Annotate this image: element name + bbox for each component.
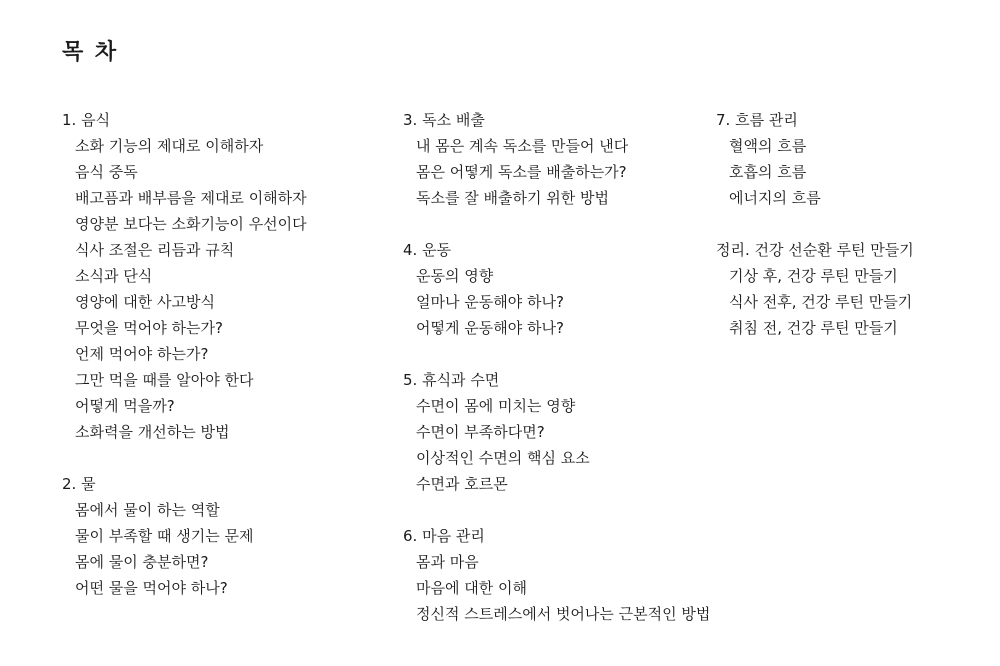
toc-section-rest-sleep	[403, 367, 710, 497]
toc-item: 에너지의 흐름	[729, 189, 821, 207]
section-items	[716, 133, 914, 211]
toc-item: 영양분 보다는 소화기능이 우선이다	[75, 215, 307, 233]
toc-item: 이상적인 수면의 핵심 요소	[416, 449, 590, 467]
section-items	[62, 497, 307, 601]
section-title: 2. 물	[62, 475, 96, 493]
toc-item: 소화 기능의 제대로 이해하자	[75, 137, 264, 155]
toc-section-flow	[716, 107, 914, 211]
toc-item: 운동의 영향	[416, 267, 494, 285]
section-items	[403, 549, 710, 627]
toc-item: 소식과 단식	[75, 267, 153, 285]
section-items	[716, 263, 914, 341]
toc-item: 혈액의 흐름	[729, 137, 807, 155]
toc-item: 물이 부족할 때 생기는 문제	[75, 527, 254, 545]
toc-column-2	[403, 107, 710, 653]
toc-section-detox	[403, 107, 710, 211]
toc-item: 독소를 잘 배출하기 위한 방법	[416, 189, 609, 207]
toc-item: 마음에 대한 이해	[416, 579, 527, 597]
toc-item: 배고픔과 배부름을 제대로 이해하자	[75, 189, 307, 207]
section-items	[62, 133, 307, 445]
toc-item: 그만 먹을 때를 알아야 한다	[75, 371, 254, 389]
section-items	[403, 133, 710, 211]
toc-item: 영양에 대한 사고방식	[75, 293, 215, 311]
section-items	[403, 393, 710, 497]
toc-item: 무엇을 먹어야 하는가?	[75, 319, 223, 337]
section-title: 4. 운동	[403, 241, 452, 259]
toc-section-exercise	[403, 237, 710, 341]
section-title: 1. 음식	[62, 111, 111, 129]
toc-item: 몸에서 물이 하는 역할	[75, 501, 220, 519]
toc-section-mind	[403, 523, 710, 627]
toc-title: 목 차	[62, 40, 119, 65]
section-title: 5. 휴식과 수면	[403, 371, 500, 389]
toc-item: 어떻게 먹을까?	[75, 397, 175, 415]
toc-item: 소화력을 개선하는 방법	[75, 423, 230, 441]
toc-item: 어떻게 운동해야 하나?	[416, 319, 564, 337]
toc-item: 취침 전, 건강 루틴 만들기	[729, 319, 898, 337]
toc-item: 호흡의 흐름	[729, 163, 807, 181]
toc-item: 몸은 어떻게 독소를 배출하는가?	[416, 163, 627, 181]
toc-item: 얼마나 운동해야 하나?	[416, 293, 564, 311]
toc-section-summary	[716, 237, 914, 341]
toc-item: 내 몸은 계속 독소를 만들어 낸다	[416, 137, 629, 155]
section-title: 7. 흐름 관리	[716, 111, 798, 129]
toc-item: 수면이 몸에 미치는 영향	[416, 397, 576, 415]
section-items	[403, 263, 710, 341]
section-title: 정리. 건강 선순환 루틴 만들기	[716, 241, 914, 259]
toc-item: 정신적 스트레스에서 벗어나는 근본적인 방법	[416, 605, 711, 623]
toc-item: 언제 먹어야 하는가?	[75, 345, 209, 363]
toc-section-water	[62, 471, 307, 601]
toc-column-1	[62, 107, 307, 627]
toc-item: 수면이 부족하다면?	[416, 423, 545, 441]
toc-item: 음식 중독	[75, 163, 138, 181]
toc-section-food	[62, 107, 307, 445]
toc-item: 식사 조절은 리듬과 규칙	[75, 241, 235, 259]
toc-item: 어떤 물을 먹어야 하나?	[75, 579, 228, 597]
toc-item: 식사 전후, 건강 루틴 만들기	[729, 293, 913, 311]
toc-item: 수면과 호르몬	[416, 475, 508, 493]
section-title: 3. 독소 배출	[403, 111, 485, 129]
toc-item: 기상 후, 건강 루틴 만들기	[729, 267, 898, 285]
toc-item: 몸과 마음	[416, 553, 479, 571]
section-title: 6. 마음 관리	[403, 527, 485, 545]
toc-item: 몸에 물이 충분하면?	[75, 553, 209, 571]
toc-column-3	[716, 107, 914, 367]
